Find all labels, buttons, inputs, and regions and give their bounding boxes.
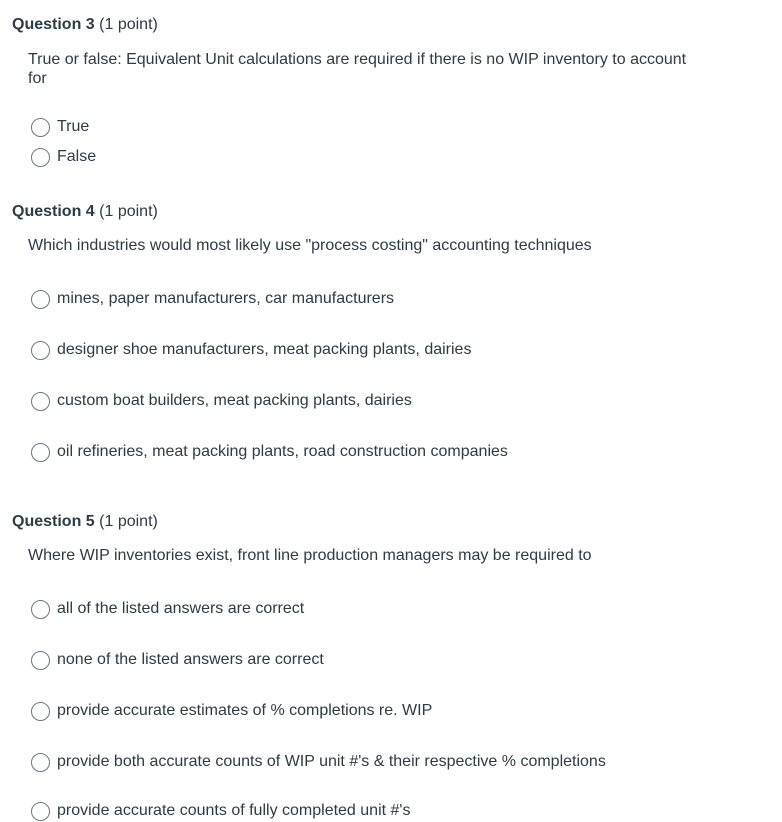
option-label[interactable]: provide accurate estimates of % completions re. WIP [57, 702, 433, 719]
question-number: Question 3 [12, 16, 95, 33]
question-points: (1 point) [99, 203, 158, 220]
option-label[interactable]: True [57, 118, 90, 135]
question-number: Question 4 [12, 203, 95, 220]
radio-button[interactable] [31, 600, 50, 619]
question-4-title [12, 203, 158, 221]
radio-button[interactable] [31, 290, 50, 309]
option-label[interactable]: custom boat builders, meat packing plants, dairies [57, 392, 412, 409]
question-5-option-2[interactable] [31, 649, 324, 671]
question-3-option-true[interactable] [31, 116, 89, 138]
radio-button[interactable] [31, 341, 50, 360]
question-5-text: Where WIP inventories exist, front line production managers may be required to [28, 547, 592, 564]
radio-button[interactable] [31, 702, 50, 721]
option-label[interactable]: False [57, 148, 97, 165]
question-5-option-1[interactable] [31, 598, 304, 620]
option-label[interactable]: provide accurate counts of fully completed unit #'s [57, 802, 411, 819]
option-label[interactable]: mines, paper manufacturers, car manufacturers [57, 290, 395, 307]
radio-button[interactable] [31, 392, 50, 411]
option-label[interactable]: provide both accurate counts of WIP unit #'s & their respective % completions [57, 753, 606, 770]
question-points: (1 point) [99, 513, 158, 530]
option-label[interactable]: all of the listed answers are correct [57, 600, 305, 617]
question-4-option-2[interactable] [31, 339, 471, 361]
question-5-title [12, 513, 158, 531]
radio-button[interactable] [31, 802, 50, 821]
radio-button[interactable] [31, 443, 50, 462]
question-4-option-1[interactable] [31, 288, 394, 310]
radio-button[interactable] [31, 753, 50, 772]
option-label[interactable]: none of the listed answers are correct [57, 651, 324, 668]
question-5-option-5[interactable] [31, 800, 410, 822]
option-label[interactable]: designer shoe manufacturers, meat packing plants, dairies [57, 341, 472, 358]
question-3-option-false[interactable] [31, 146, 96, 168]
question-5-option-3[interactable] [31, 700, 432, 722]
radio-button[interactable] [31, 118, 50, 137]
radio-button[interactable] [31, 651, 50, 670]
question-4-option-3[interactable] [31, 390, 412, 412]
question-3-text: True or false: Equivalent Unit calculations are required if there is no WIP inventory to account for [28, 51, 687, 87]
question-5-option-4[interactable] [31, 751, 606, 773]
question-4-text: Which industries would most likely use "process costing" accounting techniques [28, 237, 592, 254]
question-number: Question 5 [12, 513, 95, 530]
question-3-title [12, 16, 158, 34]
question-points: (1 point) [99, 16, 158, 33]
option-label[interactable]: oil refineries, meat packing plants, road construction companies [57, 443, 508, 460]
question-4-option-4[interactable] [31, 441, 508, 463]
radio-button[interactable] [31, 148, 50, 167]
